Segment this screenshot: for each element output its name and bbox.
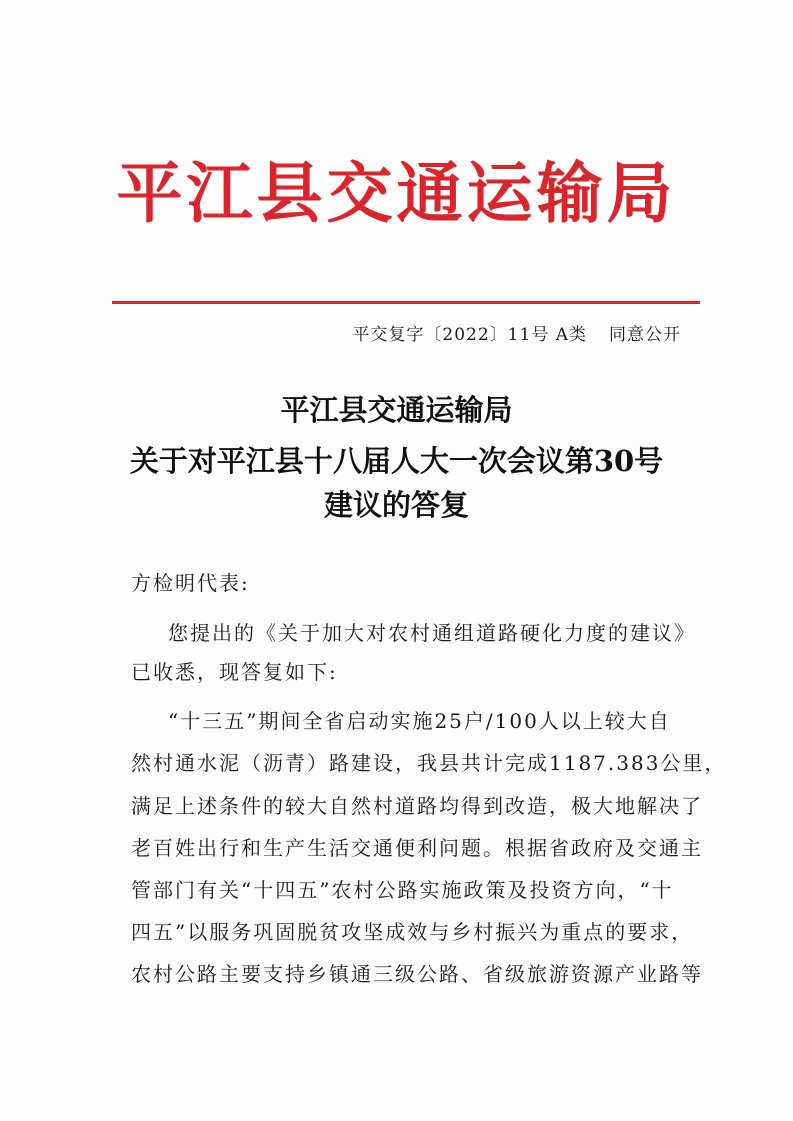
paragraph-2-line: 满足上述条件的较大自然村道路均得到改造，极大地解决了	[131, 794, 703, 818]
paragraph-2-line: 老百姓出行和生产生活交通便利问题。根据省政府及交通主	[131, 836, 703, 860]
letterhead-red-rule	[112, 301, 700, 304]
paragraph-1-line: 已收悉，现答复如下:	[131, 660, 338, 684]
letterhead-agency-name: 平江县交通运输局	[116, 154, 677, 232]
paragraph-1-line: 您提出的《关于加大对农村通组道路硬化力度的建议》	[168, 621, 696, 645]
disclosure-status: 同意公开	[609, 325, 681, 345]
salutation: 方检明代表:	[131, 571, 250, 595]
paragraph-2-line: 四五”以服务巩固脱贫攻坚成效与乡村振兴为重点的要求，	[131, 920, 694, 944]
document-title-line-3: 建议的答复	[323, 488, 469, 522]
paragraph-2-line: 管部门有关“十四五”农村公路实施政策及投资方向，“十	[131, 878, 674, 902]
document-number: 平交复字〔2022〕11号 A类	[352, 325, 587, 345]
paragraph-2-line: 农村公路主要支持乡镇通三级公路、省级旅游资源产业路等	[131, 962, 703, 986]
paragraph-2-line: “十三五”期间全省启动实施25户/100人以上较大自	[168, 709, 671, 733]
document-number-line	[352, 320, 681, 345]
document-title-line-1: 平江县交通运输局	[280, 393, 513, 427]
document-title-line-2: 关于对平江县十八届人大一次会议第30号	[129, 444, 664, 478]
paragraph-2-line: 然村通水泥（沥青）路建设，我县共计完成1187.383公里，	[131, 751, 727, 775]
